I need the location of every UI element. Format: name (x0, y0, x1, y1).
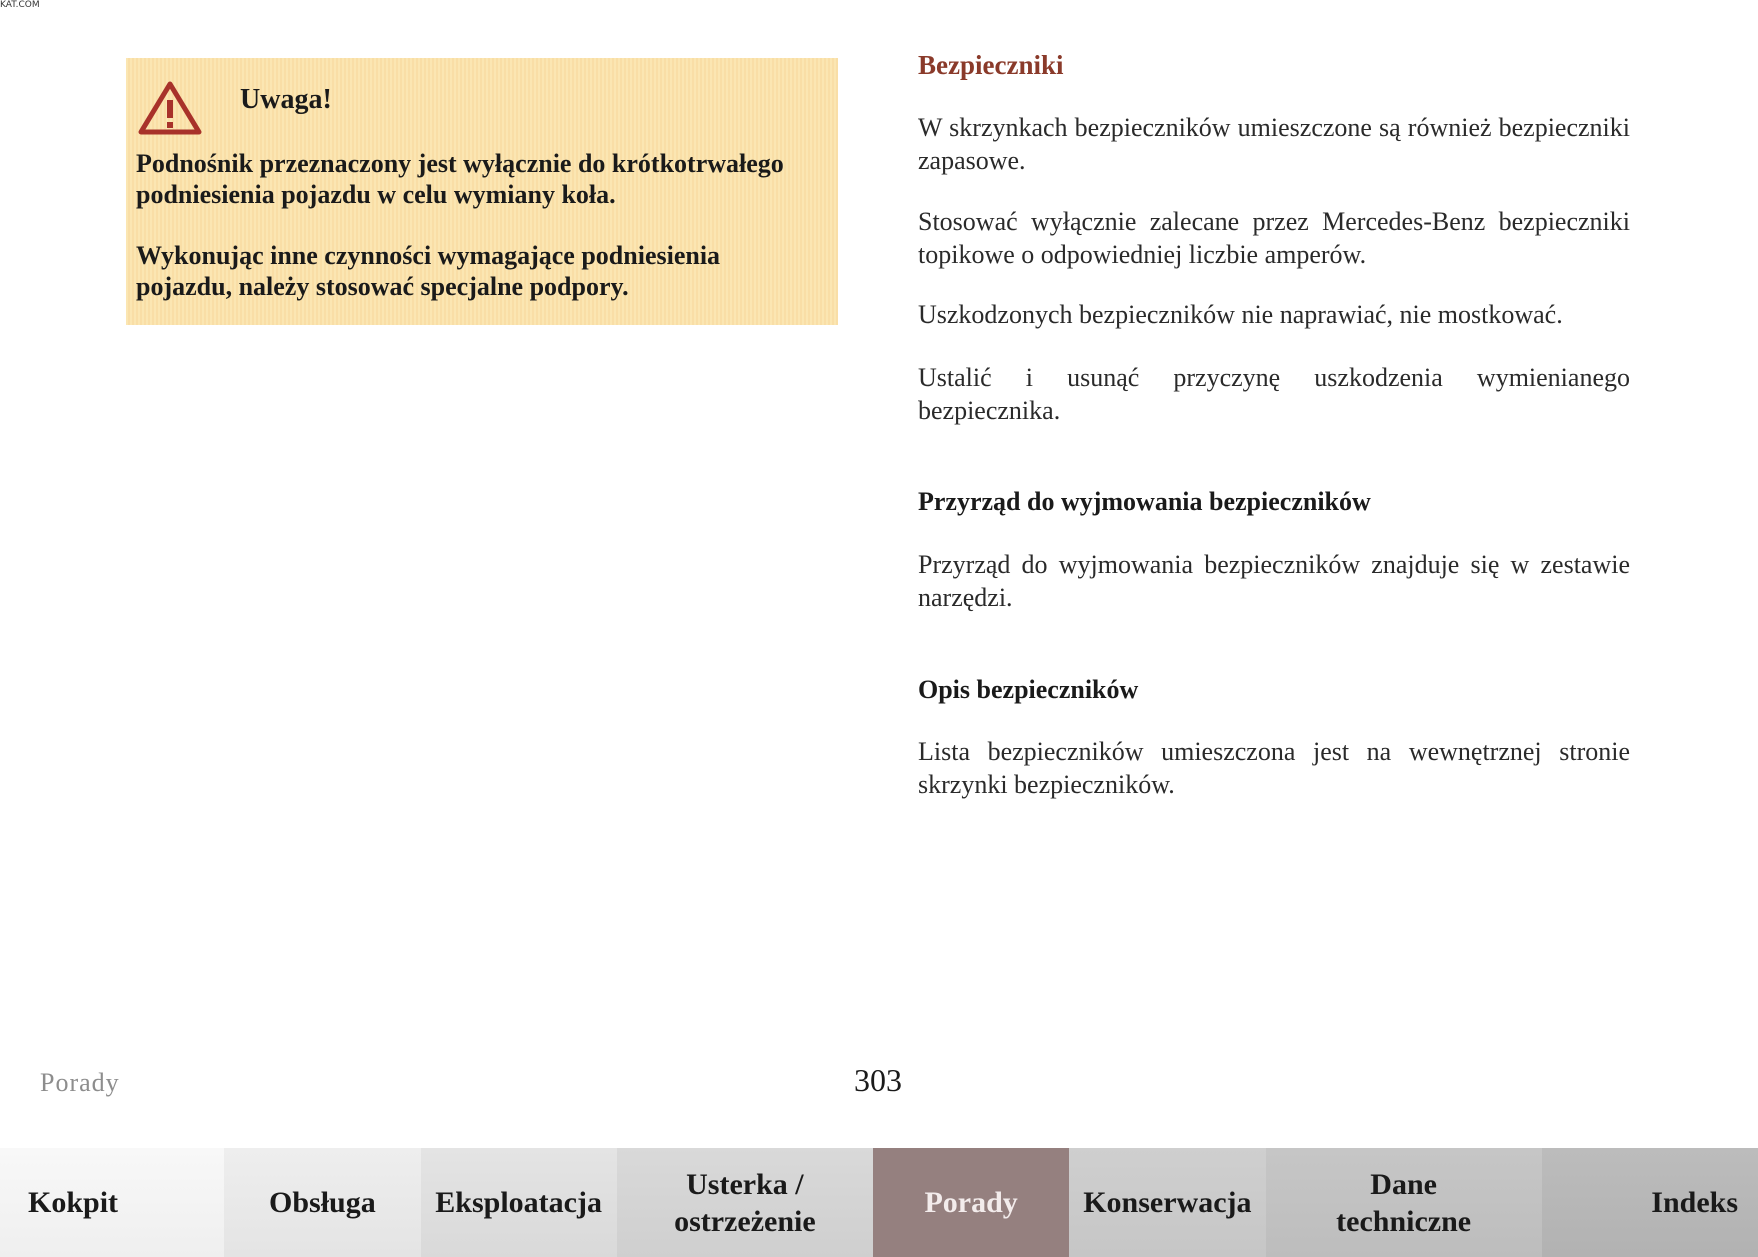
tab-usterka-ostrzezenie[interactable]: Usterka / ostrzeżenie (617, 1148, 873, 1257)
tab-porady[interactable]: Porady (873, 1148, 1069, 1257)
tab-dane-techniczne[interactable]: Dane techniczne (1266, 1148, 1542, 1257)
tool-paragraph: Przyrząd do wyjmowania bezpieczników znajduje się w zestawie narzędzi. (918, 550, 1630, 612)
page-number: 303 (854, 1062, 902, 1098)
tab-konserwacja[interactable]: Konserwacja (1069, 1148, 1265, 1257)
description-paragraph: Lista bezpieczników umieszczona jest na wewnętrznej stronie skrzynki bezpieczników. (918, 737, 1630, 799)
warning-title: Uwaga! (240, 84, 332, 115)
warning-triangle-icon (138, 80, 202, 136)
section-label: Porady (40, 1068, 120, 1097)
chapter-tab-bar (0, 1148, 1758, 1257)
warning-box (126, 58, 838, 325)
watermark: KAT.COM (0, 0, 40, 10)
body-paragraph: Ustalić i usunąć przyczynę uszkodzenia wymienianego bezpiecznika. (918, 363, 1630, 425)
warning-paragraph: Podnośnik przeznaczony jest wyłącznie do krótkotrwałego podniesienia pojazdu w celu wymiany koła. (136, 149, 784, 209)
description-heading: Opis bezpieczników (918, 675, 1139, 704)
tool-heading: Przyrząd do wyjmowania bezpieczników (918, 487, 1371, 516)
tab-kokpit[interactable]: Kokpit (0, 1148, 224, 1257)
body-paragraph: W skrzynkach bezpieczników umieszczone są również bezpieczniki zapasowe. (918, 113, 1630, 175)
tab-indeks[interactable]: Indeks (1542, 1148, 1758, 1257)
section-heading: Bezpieczniki (918, 50, 1064, 80)
warning-paragraph: Wykonując inne czynności wymagające podniesienia pojazdu, należy stosować specjalne podpory. (136, 241, 721, 301)
tab-eksploatacja[interactable]: Eksploatacja (421, 1148, 617, 1257)
tab-obsluga[interactable]: Obsługa (224, 1148, 420, 1257)
body-paragraph: Stosować wyłącznie zalecane przez Mercedes-Benz bezpieczniki topikowe o odpowiedniej liczbie amperów. (918, 207, 1630, 269)
body-paragraph: Uszkodzonych bezpieczników nie naprawiać, nie mostkować. (918, 300, 1563, 329)
